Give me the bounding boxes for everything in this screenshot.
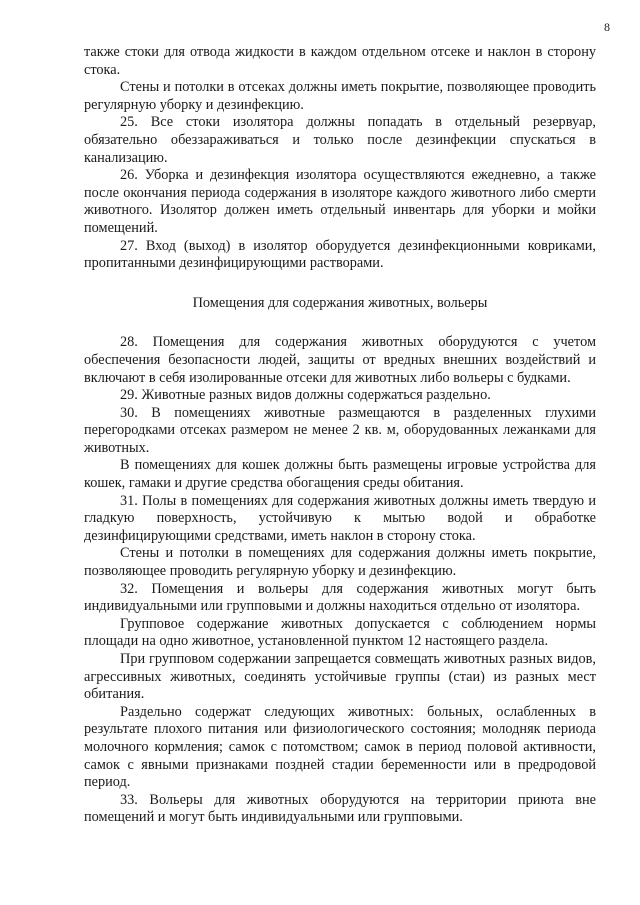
page-number: 8: [604, 20, 610, 34]
paragraph: 25. Все стоки изолятора должны попадать в отдельный резервуар, обязательно обеззараживаться и только после дезинфекции спускаться в канализацию.: [84, 114, 596, 166]
paragraph: В помещениях для кошек должны быть размещены игровые устройства для кошек, гамаки и другие средства обогащения среды обитания.: [84, 457, 596, 492]
paragraph: 29. Животные разных видов должны содержаться раздельно.: [120, 387, 491, 404]
section-heading: Помещения для содержания животных, вольеры: [192, 294, 488, 311]
paragraph: также стоки для отвода жидкости в каждом отдельном отсеке и наклон в сторону стока.: [84, 44, 596, 78]
paragraph: Стены и потолки в отсеках должны иметь покрытие, позволяющее проводить регулярную уборку и дезинфекцию.: [84, 79, 596, 113]
paragraph: Раздельно содержат следующих животных: больных, ослабленных в результате плохого питания или физиологического состояния; молодняк периода молочного кормления; самок с потомством; самок в период половой активности, самок с явными признаками поздней стадии беременности или в предродовой период.: [84, 703, 596, 791]
document-body: [84, 44, 596, 827]
paragraph: 33. Вольеры для животных оборудуются на территории приюта вне помещений и могут быть индивидуальными или групповыми.: [84, 791, 596, 826]
paragraph: 28. Помещения для содержания животных оборудуются с учетом обеспечения безопасности людей, защиты от вредных внешних воздействий и включают в себя изолированные отсеки для животных либо вольеры с будками.: [84, 334, 596, 386]
paragraph: 32. Помещения и вольеры для содержания животных могут быть индивидуальными или групповыми и должны находиться отдельно от изолятора.: [84, 580, 596, 615]
paragraph: 31. Полы в помещениях для содержания животных должны иметь твердую и гладкую поверхность, устойчивую к мытью водой и обработке дезинфицирующими средствами, иметь наклон в сторону стока.: [84, 492, 596, 544]
paragraph: 27. Вход (выход) в изолятор оборудуется дезинфекционными ковриками, пропитанными дезинфицирующими растворами.: [84, 237, 596, 272]
paragraph: Групповое содержание животных допускается с соблюдением нормы площади на одно животное, установленной пунктом 12 настоящего раздела.: [84, 615, 596, 650]
paragraph: При групповом содержании запрещается совмещать животных разных видов, агрессивных животных, соединять устойчивые группы (стаи) из разных мест обитания.: [84, 651, 596, 703]
paragraph: Стены и потолки в помещениях для содержания должны иметь покрытие, позволяющее проводить регулярную уборку и дезинфекцию.: [84, 545, 596, 580]
paragraph: 30. В помещениях животные размещаются в разделенных глухими перегородками отсеках размером не менее 2 кв. м, оборудованных лежанками для животных.: [84, 404, 596, 456]
paragraph: 26. Уборка и дезинфекция изолятора осуществляются ежедневно, а также после окончания периода содержания в изоляторе каждого животного либо смерти животного. Изолятор должен иметь отдельный инвентарь для уборки и мойки помещений.: [84, 167, 596, 236]
